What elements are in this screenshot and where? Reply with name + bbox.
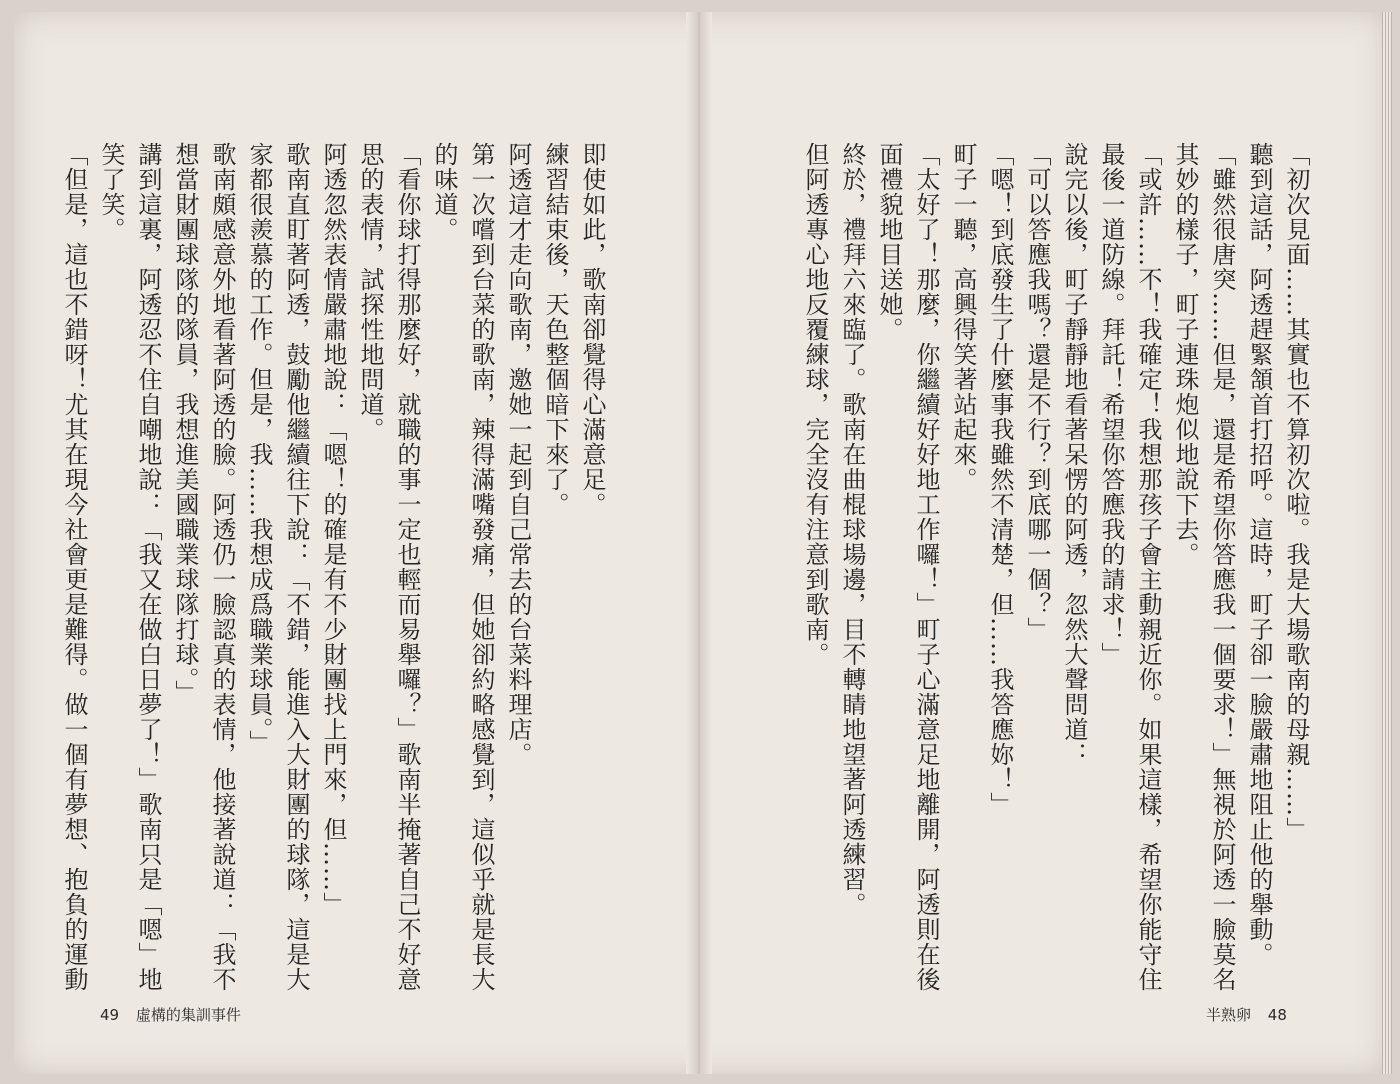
right-text-line: 終於，禮拜六來臨了。歌南在曲棍球場邊，目不轉睛地望著阿透練習。 xyxy=(838,142,866,917)
page-number-right: 48 xyxy=(1267,1006,1287,1024)
right-text-line: 「初次見面……其實也不算初次啦。我是大場歌南的母親……」 xyxy=(1282,142,1310,842)
right-page-text xyxy=(784,142,1314,992)
right-page-footer xyxy=(1206,1004,1287,1025)
left-text-line: 想當財團球隊的隊員，我想進美國職業球隊打球。」 xyxy=(171,142,199,705)
page-edges xyxy=(1382,12,1392,1074)
left-text-line: 練習結束後，天色整個暗下來了。 xyxy=(541,142,569,517)
left-text-line: 即使如此，歌南卻覺得心滿意足。 xyxy=(578,142,606,517)
right-text-line: 但阿透專心地反覆練球，完全沒有注意到歌南。 xyxy=(801,142,829,667)
book-gutter xyxy=(686,12,712,1074)
right-text-line: 聽到這話，阿透趕緊頷首打招呼。這時，町子卻一臉嚴肅地阻止他的舉動。 xyxy=(1245,142,1273,967)
right-text-line: 最後一道防線。拜託！希望你答應我的請求！」 xyxy=(1097,142,1125,667)
left-text-line: 第一次嚐到台菜的歌南，辣得滿嘴發痛，但她卻約略感覺到，這似乎就是長大 xyxy=(467,142,495,992)
left-text-line: 家都很羨慕的工作。但是，我……我想成爲職業球員。」 xyxy=(245,142,273,755)
left-text-line: 阿透這才走向歌南，邀她一起到自己常去的台菜料理店。 xyxy=(504,142,532,767)
right-text-line: 其妙的樣子，町子連珠炮似地說下去。 xyxy=(1171,142,1199,567)
left-text-line: 歌南直盯著阿透，鼓勵他繼續往下說：「不錯，能進入大財團的球隊，這是大 xyxy=(282,142,310,992)
running-title-right: 半熟卵 xyxy=(1206,1006,1252,1024)
book-spread xyxy=(14,12,1386,1074)
left-page-text xyxy=(60,142,610,992)
left-text-line: 「但是，這也不錯呀！尤其在現今社會更是難得。做一個有夢想、抱負的運動 xyxy=(60,142,88,992)
running-title-left: 虛構的集訓事件 xyxy=(135,1006,241,1024)
left-page-footer xyxy=(100,1004,241,1025)
right-text-line: 「雖然很唐突……但是，還是希望你答應我一個要求！」無視於阿透一臉莫名 xyxy=(1208,142,1236,992)
left-text-line: 講到這裏，阿透忍不住自嘲地說：「我又在做白日夢了！」歌南只是「嗯」地 xyxy=(134,142,162,992)
right-text-line: 「太好了！那麼，你繼續好好地工作囉！」町子心滿意足地離開，阿透則在後 xyxy=(912,142,940,992)
left-text-line: 「看你球打得那麼好，就職的事一定也輕而易舉囉？」歌南半掩著自己不好意 xyxy=(393,142,421,992)
left-text-line: 笑了笑。 xyxy=(97,142,125,242)
right-text-line: 「可以答應我嗎？還是不行？到底哪一個？」 xyxy=(1023,142,1051,642)
right-text-line: 面禮貌地目送她。 xyxy=(875,142,903,342)
right-text-line: 町子一聽，高興得笑著站起來。 xyxy=(949,142,977,492)
page-number-left: 49 xyxy=(100,1006,120,1024)
left-text-line: 歌南頗感意外地看著阿透的臉。阿透仍一臉認真的表情，他接著說道：「我不 xyxy=(208,142,236,992)
right-text-line: 「嗯！到底發生了什麼事我雖然不清楚，但……我答應妳！」 xyxy=(986,142,1014,817)
right-text-line: 「或許……不！我確定！我想那孩子會主動親近你。如果這樣，希望你能守住 xyxy=(1134,142,1162,992)
left-text-line: 思的表情，試探性地問道。 xyxy=(356,142,384,442)
right-text-line: 說完以後，町子靜靜地看著呆愣的阿透，忽然大聲問道： xyxy=(1060,142,1088,767)
left-text-line: 阿透忽然表情嚴肅地說：「嗯！的確是有不少財團找上門來，但……」 xyxy=(319,142,347,917)
left-text-line: 的味道。 xyxy=(430,142,458,242)
